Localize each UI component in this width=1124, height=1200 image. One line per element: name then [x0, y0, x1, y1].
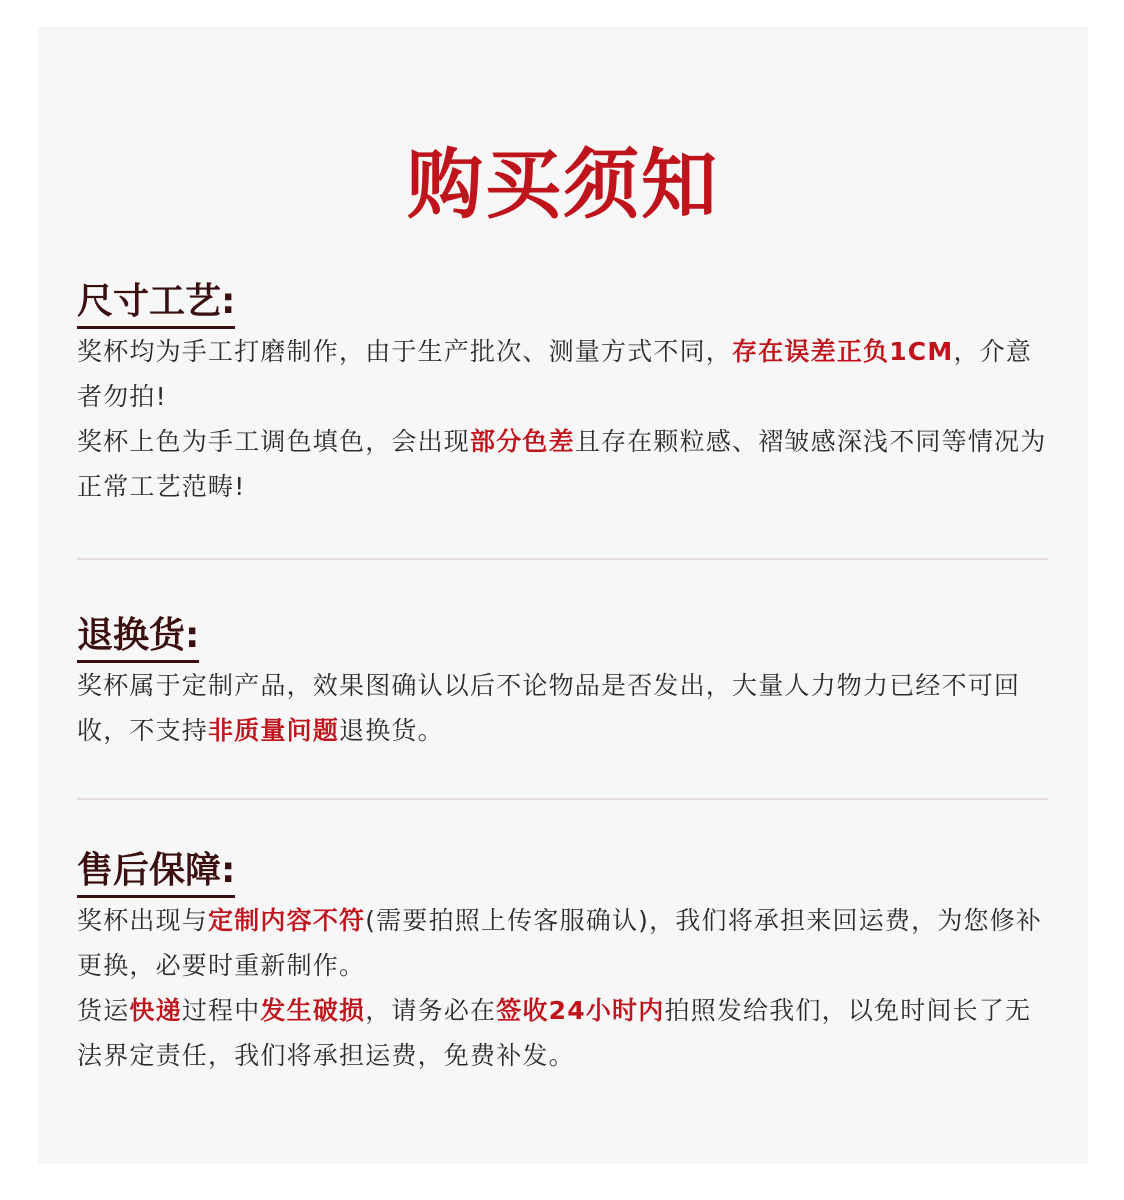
- text-run: 奖杯属于定制产品，效果图确认以后不论物品是否发出，大量人力物力已经不可回收，不支持: [77, 671, 1021, 745]
- section-body: [77, 663, 1052, 753]
- text-run: 货运: [77, 996, 130, 1025]
- section-body: [77, 898, 1052, 1078]
- section-after-sales: [77, 848, 1052, 1078]
- text-run: 过程中: [181, 996, 261, 1025]
- text-run: 且存在颗粒感、褶皱感深浅不同等情况为正常工艺范畴!: [77, 427, 1047, 501]
- notice-card: [38, 27, 1088, 1164]
- paragraph: [77, 898, 1052, 988]
- highlight-text: 发生破损: [260, 996, 366, 1025]
- divider: [77, 798, 1048, 800]
- divider: [77, 558, 1048, 560]
- highlight-text: 快递: [129, 996, 182, 1025]
- paragraph: [77, 663, 1052, 753]
- paragraph: [77, 419, 1052, 509]
- highlight-text: 非质量问题: [208, 716, 340, 745]
- highlight-text: 存在误差正负1CM: [732, 337, 954, 366]
- text-run: ，请务必在: [365, 996, 497, 1025]
- section-returns: [77, 613, 1052, 753]
- text-run: (需要拍照上传客服确认)，我们将承担来回运费，为您修补更换，必要时重新制作。: [77, 906, 1043, 980]
- section-heading: 售后保障:: [77, 848, 235, 898]
- text-run: ，介意者勿拍!: [77, 337, 1033, 411]
- paragraph: [77, 329, 1052, 419]
- text-run: 拍照发给我们，以免时间长了无法界定责任，我们将承担运费，免费补发。: [77, 996, 1032, 1070]
- text-run: 退换货。: [339, 716, 444, 745]
- text-run: 奖杯均为手工打磨制作，由于生产批次、测量方式不同，: [77, 337, 733, 366]
- paragraph: [77, 988, 1052, 1078]
- highlight-text: 部分色差: [470, 427, 575, 456]
- section-body: [77, 329, 1052, 509]
- section-heading: 尺寸工艺:: [77, 279, 235, 329]
- text-run: 奖杯上色为手工调色填色，会出现: [77, 427, 471, 456]
- section-size-craft: [77, 279, 1052, 509]
- highlight-text: 定制内容不符: [208, 906, 366, 935]
- highlight-text: 签收24小时内: [496, 996, 665, 1025]
- section-heading: 退换货:: [77, 613, 199, 663]
- text-run: 奖杯出现与: [77, 906, 209, 935]
- page-title: 购买须知: [407, 140, 719, 229]
